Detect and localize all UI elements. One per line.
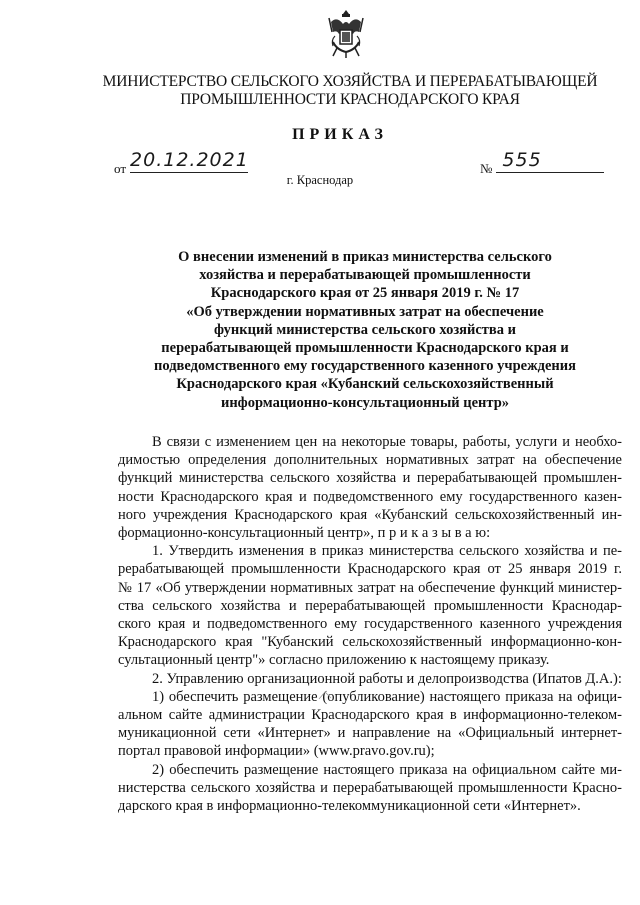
body-line: 2) обеспечить размещение настоящего приказа на официальном сайте ми- xyxy=(152,761,622,778)
ministry-name xyxy=(60,73,640,109)
subject-line: хозяйства и перерабатывающей промышленности xyxy=(199,267,531,284)
body-line: ства сельского хозяйства и перерабатывающей промышленности Краснодар- xyxy=(118,597,622,614)
handwritten-number: 555 xyxy=(502,149,542,171)
subject-line: информационно-консультационный центр» xyxy=(220,394,510,411)
body-line: функций министерства сельского хозяйства и перерабатывающей промышлен- xyxy=(118,470,622,487)
body-line: альном сайте администрации Краснодарского края в информационно-телеком- xyxy=(118,707,622,724)
body-line: портал правовой информации» (www.pravo.gov.ru); xyxy=(118,743,435,760)
body-line: дарского края в информационно-телекоммуникационной сети «Интернет». xyxy=(118,798,581,815)
body-line: муникационной сети «Интернет» и направление на «Официальный интернет- xyxy=(118,725,622,742)
body-line: димостью определения дополнительных нормативных затрат на обеспечение xyxy=(118,452,622,469)
body-line: формационно-консультационный центр», п р и к а з ы в а ю: xyxy=(118,525,491,542)
number-label: № xyxy=(480,161,493,176)
number-underline xyxy=(496,150,604,173)
scan-mark xyxy=(318,690,332,700)
subject-line: перерабатывающей промышленности Краснодарского края и xyxy=(161,340,569,357)
ministry-name-line-1: МИНИСТЕРСТВО СЕЛЬСКОГО ХОЗЯЙСТВА И ПЕРЕРАБАТЫВАЮЩЕЙ xyxy=(102,73,598,90)
body-line: 1. Утвердить изменения в приказ министерства сельского хозяйства и пе- xyxy=(152,543,622,560)
body-line: ского края и подведомственного ему государственного казенного учреждения xyxy=(118,616,622,633)
subject-line: подведомственного ему государственного казенного учреждения xyxy=(154,358,576,375)
subject-line: О внесении изменений в приказ министерства сельского xyxy=(178,249,552,265)
ministry-name-line-2: ПРОМЫШЛЕННОСТИ КРАСНОДАРСКОГО КРАЯ xyxy=(180,91,520,108)
body-line: ности Краснодарского края и подведомственного ему государственного казен- xyxy=(118,488,622,505)
body-line: 2. Управлению организационной работы и делопроизводства (Ипатов Д.А.): xyxy=(152,670,622,687)
order-title: ПРИКАЗ xyxy=(292,126,388,143)
date-underline xyxy=(130,150,248,173)
subject-line: Краснодарского края от 25 января 2019 г. № 17 xyxy=(210,285,520,302)
body-line: Краснодарского края "Кубанский сельскохозяйственный информационно-кон- xyxy=(118,634,622,651)
body-line: В связи с изменением цен на некоторые товары, работы, услуги и необхо- xyxy=(152,434,622,450)
city-line: г. Краснодар xyxy=(286,173,354,187)
subject-line: Краснодарского края «Кубанский сельскохозяйственный xyxy=(176,376,554,393)
order-body xyxy=(118,433,622,815)
handwritten-date: 20.12.2021 xyxy=(130,149,249,171)
subject-line: «Об утверждении нормативных затрат на обеспечение xyxy=(186,303,544,320)
body-line: сультационный центр"» согласно приложению к настоящему приказу. xyxy=(118,652,550,669)
order-subject xyxy=(120,248,610,412)
body-line: ного учреждения Краснодарского края «Кубанский сельскохозяйственный ин- xyxy=(118,506,622,523)
body-line: нистерства сельского хозяйства и перерабатывающей промышленности Красно- xyxy=(118,779,622,796)
body-line: 1) обеспечить размещение (опубликование) настоящего приказа на офици- xyxy=(152,688,622,705)
body-line: рерабатывающей промышленности Краснодарского края от 25 января 2019 г. xyxy=(118,561,622,578)
coat-of-arms-emblem xyxy=(327,8,365,60)
body-line: № 17 «Об утверждении нормативных затрат на обеспечение функций министер- xyxy=(118,579,622,596)
date-label: от xyxy=(114,161,127,176)
subject-line: функций министерства сельского хозяйства и xyxy=(214,321,516,338)
